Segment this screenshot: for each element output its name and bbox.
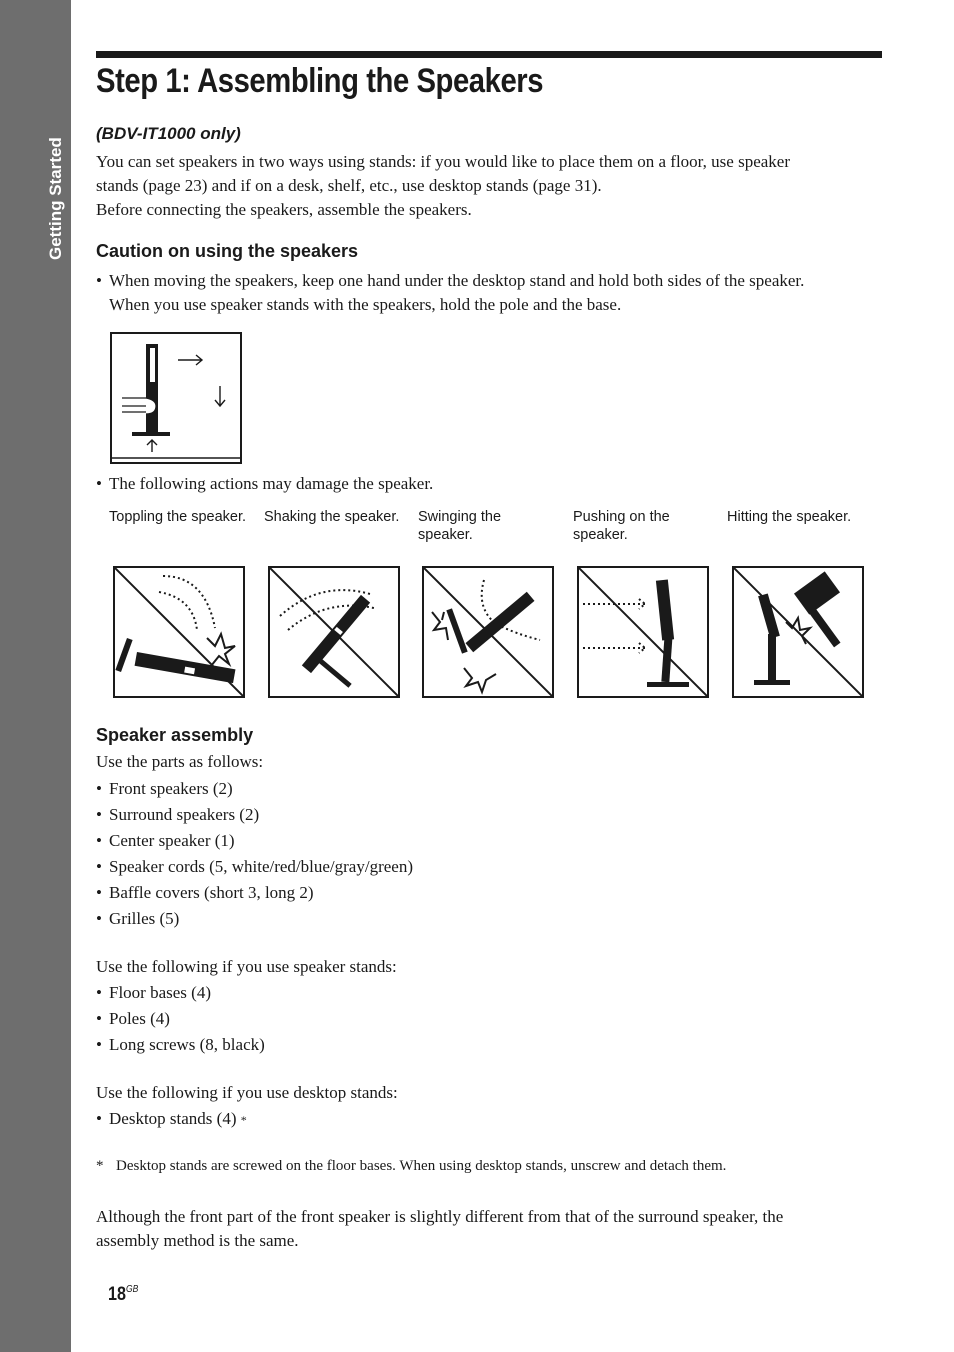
carrying-drawing (112, 334, 240, 462)
closing-line: assembly method is the same. (96, 1231, 299, 1250)
page-suffix: GB (125, 1284, 139, 1295)
bullet-text-continued: When you use speaker stands with the speakers, hold the pole and the base. (109, 295, 622, 314)
hitting-illustration (732, 566, 864, 698)
swinging-illustration (422, 566, 554, 698)
page-number (108, 1284, 138, 1306)
bullet-glyph: • (96, 1009, 102, 1028)
bullet-glyph: • (96, 1109, 102, 1128)
part-label: Speaker cords (5, white/red/blue/gray/green) (109, 857, 413, 876)
assembly-intro: Use the parts as follows: (96, 752, 264, 771)
intro-line: You can set speakers in two ways using stands: if you would like to place them on a floor, use speaker (96, 152, 790, 171)
footnote-text: Desktop stands are screwed on the floor bases. When using desktop stands, unscrew and detach them. (116, 1158, 727, 1174)
bullet-glyph: • (96, 909, 102, 928)
caption-toppling: Toppling the speaker. (109, 509, 247, 525)
toppling-drawing (115, 568, 243, 696)
part-label: Surround speakers (2) (109, 805, 260, 824)
bullet-glyph: • (96, 474, 102, 493)
list-item (96, 779, 233, 799)
footnote (96, 1158, 726, 1175)
bullet-glyph: • (96, 857, 102, 876)
title-rule (96, 51, 882, 58)
part-label: Poles (4) (109, 1009, 170, 1028)
list-item (96, 909, 179, 929)
part-label: Desktop stands (4) (109, 1109, 237, 1128)
list-item (96, 883, 314, 903)
page-number-value: 18 (108, 1284, 126, 1305)
caption-hitting: Hitting the speaker. (727, 509, 852, 525)
bullet-text: When moving the speakers, keep one hand under the desktop stand and hold both sides of the speaker. (109, 271, 805, 290)
part-label: Grilles (5) (109, 909, 180, 928)
model-note: (BDV-IT1000 only) (96, 124, 241, 143)
desktop-intro: Use the following if you use desktop stands: (96, 1083, 398, 1102)
carrying-illustration (110, 332, 242, 464)
stands-intro: Use the following if you use speaker stands: (96, 957, 397, 976)
damage-bullet (96, 472, 896, 496)
hitting-drawing (734, 568, 862, 696)
intro-line: stands (page 23) and if on a desk, shelf, etc., use desktop stands (page 31). (96, 176, 602, 195)
assembly-heading: Speaker assembly (96, 725, 254, 745)
part-label: Baffle covers (short 3, long 2) (109, 883, 314, 902)
part-label: Long screws (8, black) (109, 1035, 265, 1054)
toppling-illustration (113, 566, 245, 698)
intro-line: Before connecting the speakers, assemble the speakers. (96, 200, 472, 219)
bullet-text: The following actions may damage the speaker. (109, 474, 434, 493)
bullet-glyph: • (96, 271, 102, 290)
part-label: Floor bases (4) (109, 983, 211, 1002)
caption-pushing: Pushing on the speaker. (573, 509, 670, 543)
part-label: Front speakers (2) (109, 779, 233, 798)
caption-shaking: Shaking the speaker. (264, 509, 400, 525)
intro-text (96, 150, 790, 222)
list-item (96, 983, 211, 1003)
closing-line: Although the front part of the front speaker is slightly different from that of the surround speaker, the (96, 1207, 784, 1226)
closing-text (96, 1205, 783, 1253)
list-item (96, 1009, 170, 1029)
page-title: Step 1: Assembling the Speakers (96, 62, 544, 100)
list-item (96, 1109, 247, 1129)
bullet-glyph: • (96, 831, 102, 850)
list-item (96, 857, 413, 877)
caution-bullet (96, 269, 896, 317)
caution-heading: Caution on using the speakers (96, 241, 359, 261)
footnote-mark: * (96, 1158, 104, 1174)
list-item (96, 1035, 265, 1055)
bullet-glyph: • (96, 805, 102, 824)
shaking-illustration (268, 566, 400, 698)
section-label: Getting Started (46, 137, 65, 260)
asterisk-mark: * (240, 1113, 247, 1127)
caption-swinging: Swinging the speaker. (418, 509, 502, 543)
bullet-glyph: • (96, 779, 102, 798)
list-item (96, 831, 235, 851)
part-label: Center speaker (1) (109, 831, 235, 850)
shaking-drawing (270, 568, 398, 696)
bullet-glyph: • (96, 1035, 102, 1054)
pushing-illustration (577, 566, 709, 698)
side-tab (0, 0, 71, 1352)
swinging-drawing (424, 568, 552, 696)
bullet-glyph: • (96, 983, 102, 1002)
bullet-glyph: • (96, 883, 102, 902)
pushing-drawing (579, 568, 707, 696)
list-item (96, 805, 259, 825)
